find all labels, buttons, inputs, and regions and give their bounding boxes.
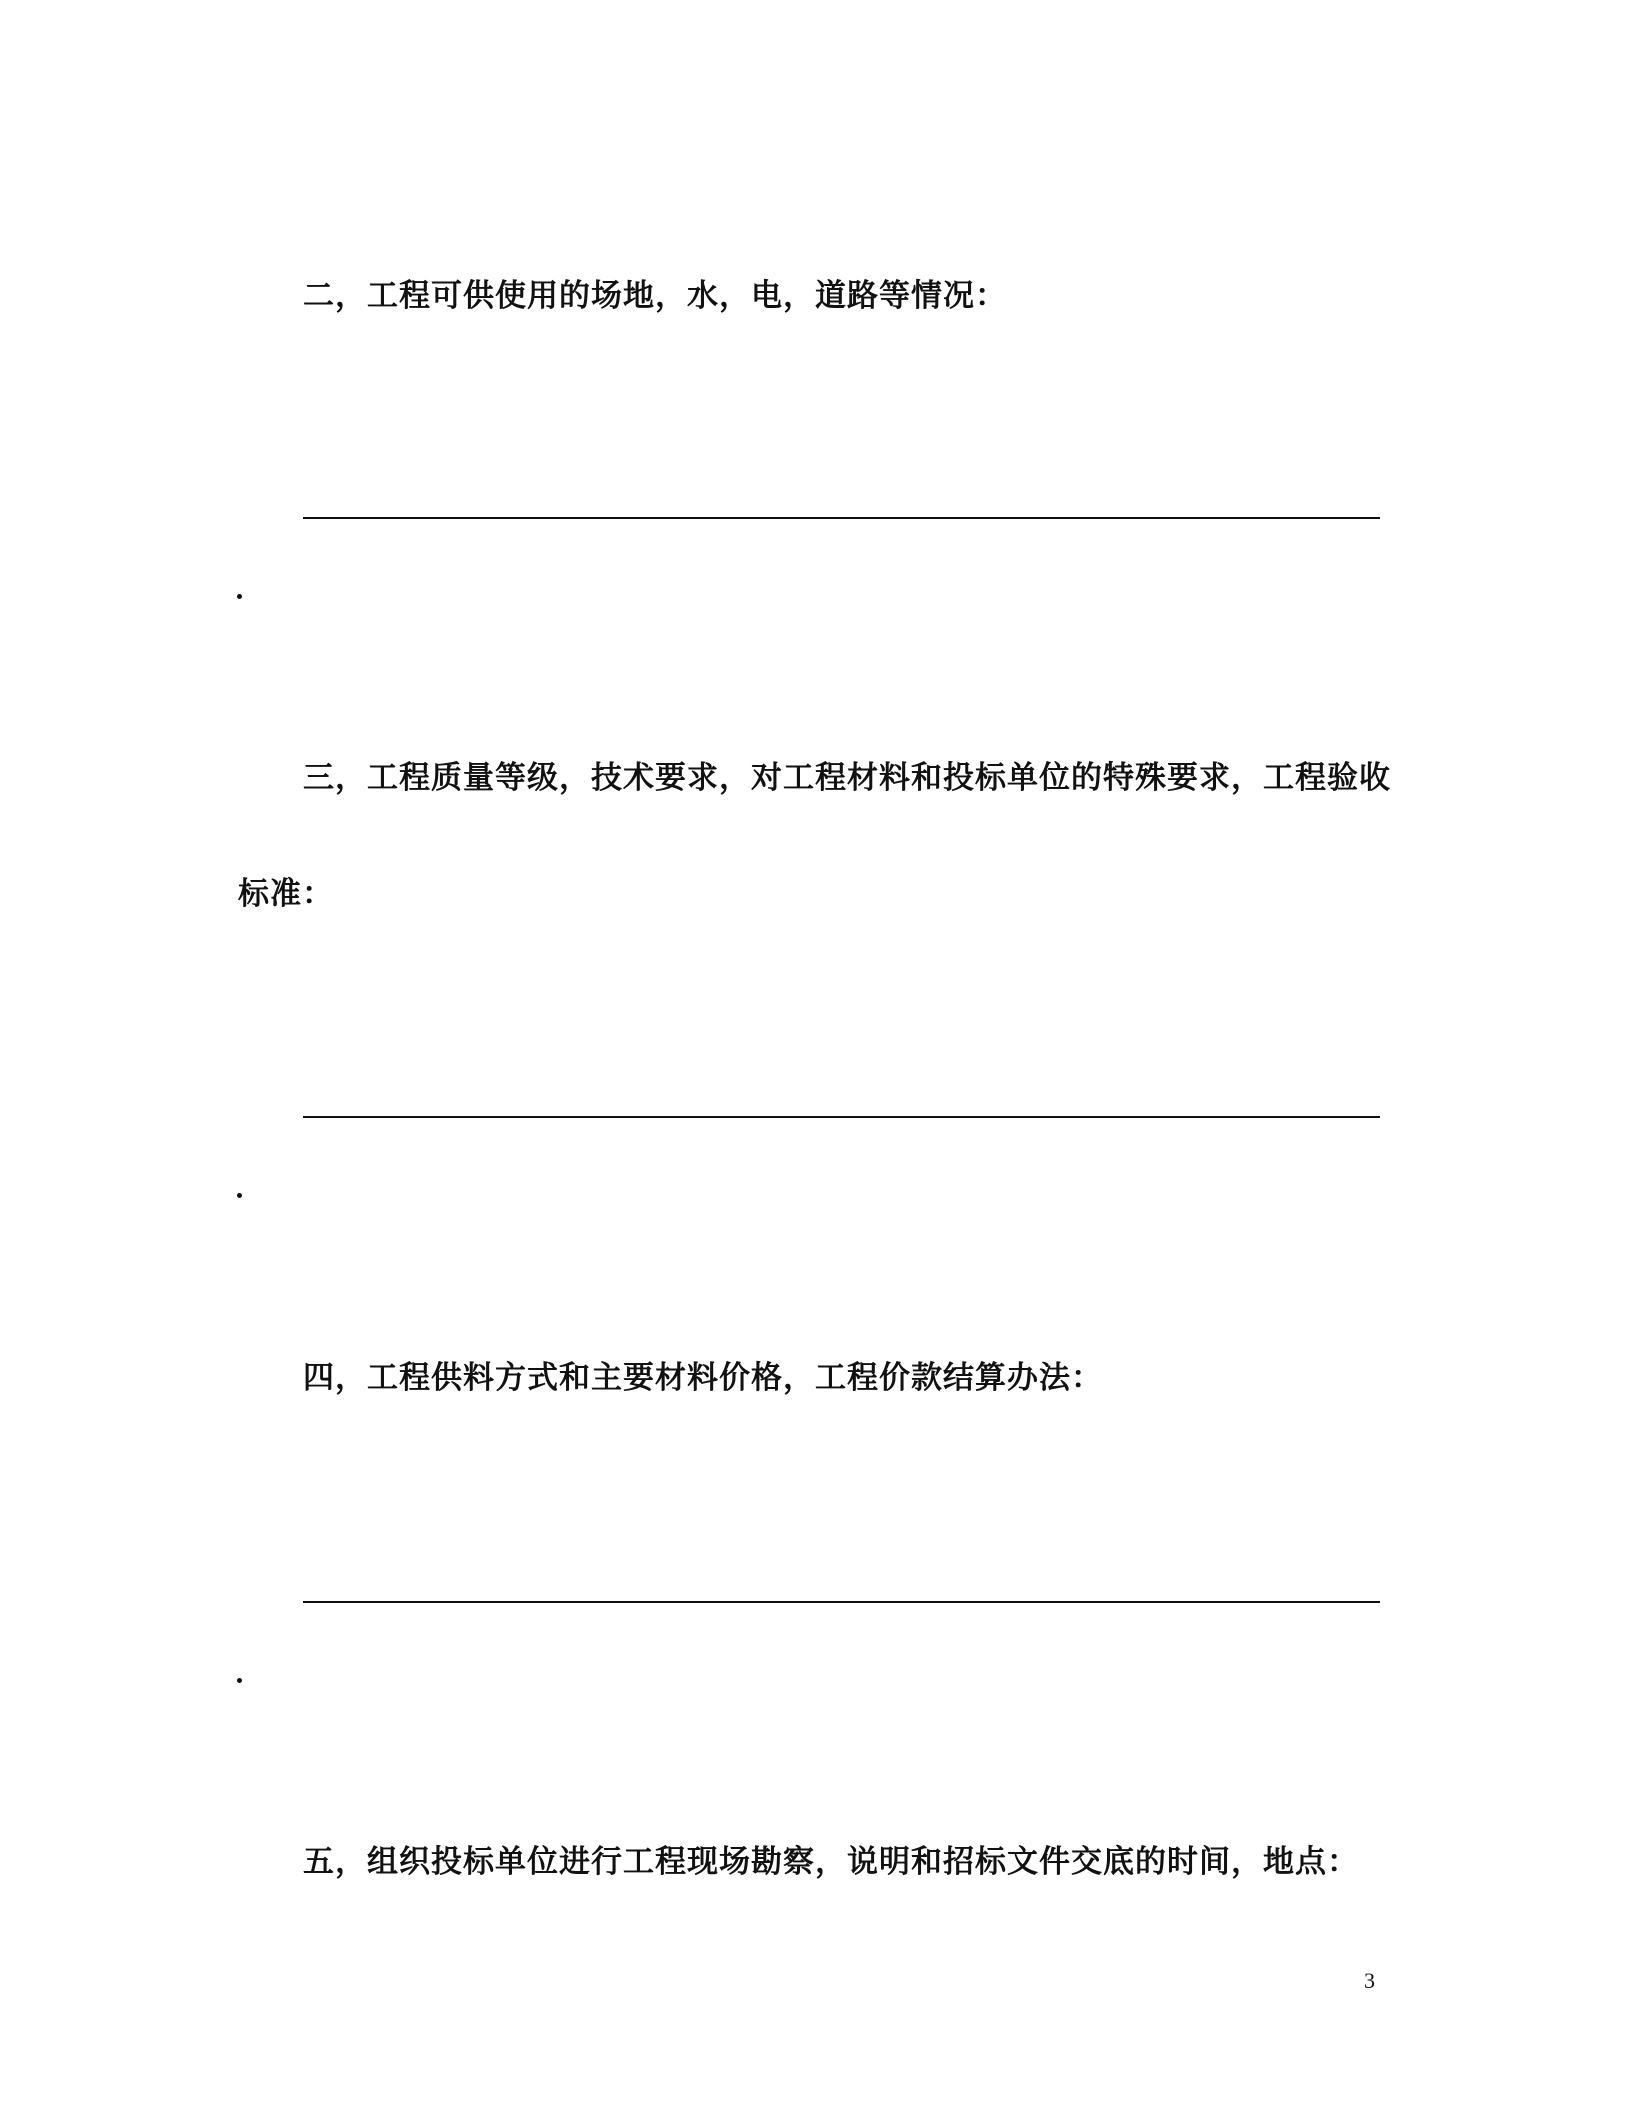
section-2-end-dot bbox=[237, 594, 242, 599]
section-4-heading: 四，工程供料方式和主要材料价格，工程价款结算办法： bbox=[303, 1360, 1103, 1396]
section-3-end-dot bbox=[237, 1193, 242, 1198]
page-number: 3 bbox=[1364, 1968, 1375, 1993]
section-3-fill-line bbox=[303, 1116, 1380, 1118]
section-4-end-dot bbox=[237, 1678, 242, 1683]
section-5-heading: 五，组织投标单位进行工程现场勘察，说明和招标文件交底的时间，地点： bbox=[303, 1844, 1359, 1880]
section-3-heading: 三，工程质量等级，技术要求，对工程材料和投标单位的特殊要求，工程验收 bbox=[303, 760, 1391, 796]
section-2-fill-line bbox=[303, 517, 1380, 519]
section-2-heading: 二，工程可供使用的场地，水，电，道路等情况： bbox=[303, 278, 1007, 314]
section-3-heading-continuation: 标准： bbox=[238, 876, 334, 912]
section-4-fill-line bbox=[303, 1601, 1380, 1603]
